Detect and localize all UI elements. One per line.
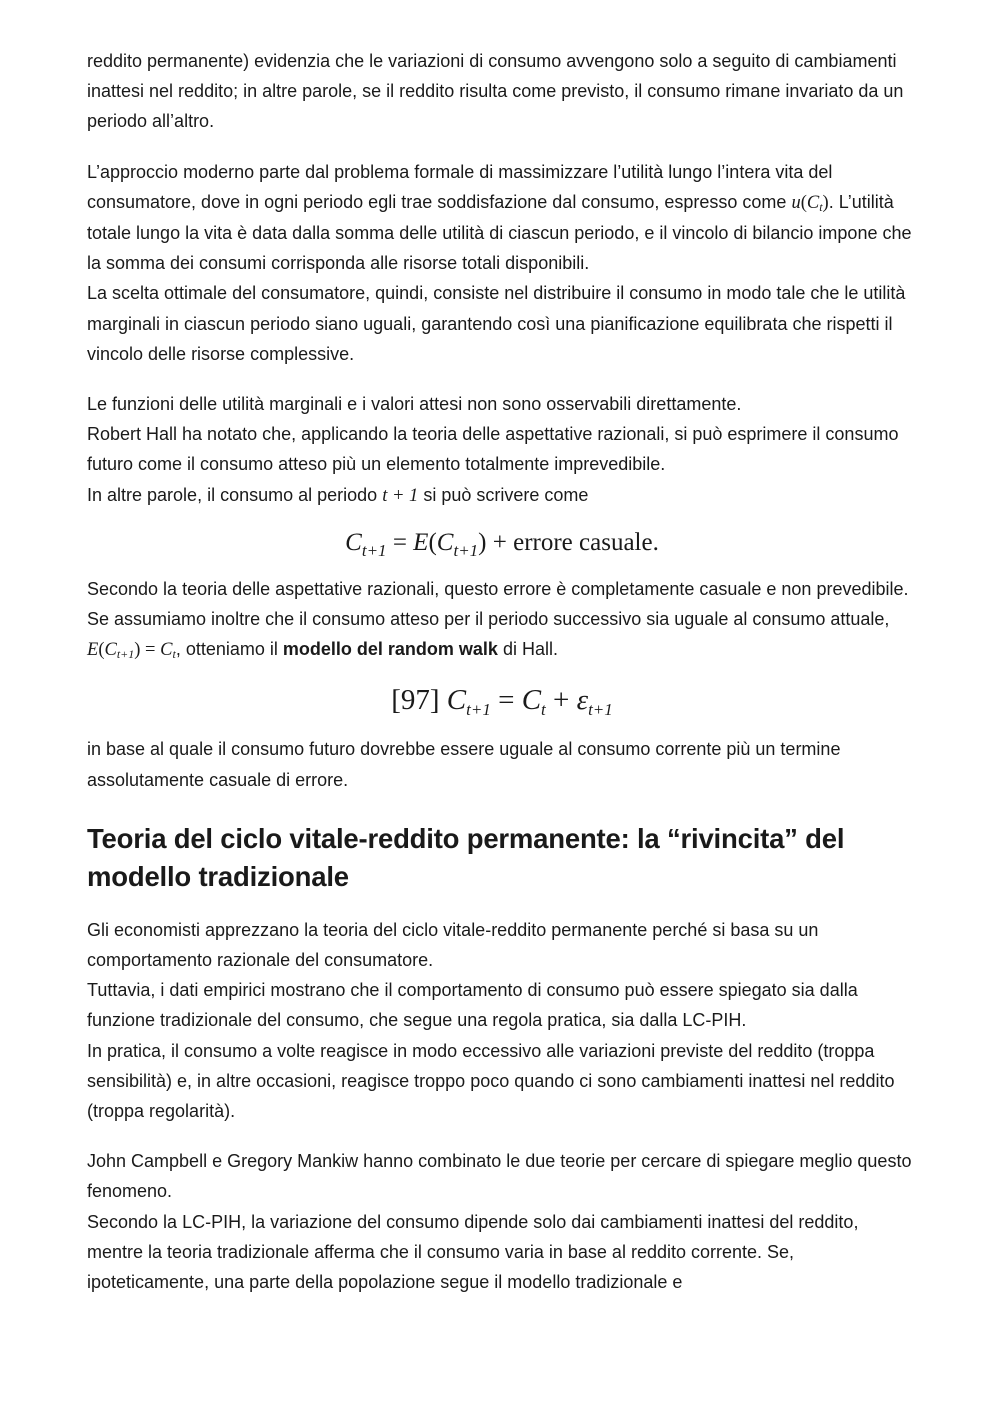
equation-expected-consumption: $C_{t+1} = E(C_{t+1})$ + errore casuale. bbox=[345, 528, 659, 560]
paragraph: Gli economisti apprezzano la teoria del ciclo vitale-reddito permanente perché si basa su un comportamento razionale del consumatore. bbox=[87, 919, 819, 971]
paragraph: In altre parole, il consumo al periodo t + 1 si può scrivere come bbox=[87, 484, 589, 506]
equation-number: [97] bbox=[391, 684, 447, 717]
bold-term: modello del random walk bbox=[282, 639, 498, 660]
paragraph: John Campbell e Gregory Mankiw hanno combinato le due teorie per cercare di spiegare meglio questo fenomeno. bbox=[87, 1151, 912, 1202]
paragraph: In pratica, il consumo a volte reagisce in modo eccessivo alle variazioni previste del reddito (troppa sensibilità) e, in altre occasioni, reagisce troppo poco quando ci sono cambiamenti inattesi nel reddito (troppa regolarità). bbox=[87, 1040, 895, 1122]
paragraph: La scelta ottimale del consumatore, quindi, consiste nel distribuire il consumo in modo tale che le utilità marginali in ciascun periodo siano uguali, garantendo così una pianificazione equilibrata che rispetti il vincolo delle risorse complessive. bbox=[87, 283, 906, 364]
paragraph: Le funzioni delle utilità marginali e i valori attesi non sono osservabili direttamente. bbox=[87, 394, 742, 415]
paragraph: L’approccio moderno parte dal problema formale di massimizzare l’utilità lungo l’intera vita del consumatore, dove in ogni periodo egli trae soddisfazione dal consumo, espresso come $u(C_t)$. L’utilità totale lungo la vita è data dalla somma delle utilità di ciascun periodo, e il vincolo di bilancio impone che la somma dei consumi corrisponda alle risorse totali disponibili. bbox=[87, 161, 912, 274]
paragraph: Tuttavia, i dati empirici mostrano che il comportamento di consumo può essere spiegato sia dalla funzione tradizionale del consumo, che segue una regola pratica, sia dalla LC-PIH. bbox=[87, 980, 858, 1031]
paragraph: reddito permanente) evidenzia che le variazioni di consumo avvengono solo a seguito di cambiamenti inattesi nel reddito; in altre parole, se il reddito risulta come previsto, il consumo rimane invariato da un periodo all’altro. bbox=[87, 51, 904, 132]
paragraph: Secondo la teoria delle aspettative razionali, questo errore è completamente casuale e non prevedibile. bbox=[87, 578, 909, 599]
paragraph: Se assumiamo inoltre che il consumo atteso per il periodo successivo sia uguale al consumo attuale, $E(C_{t+1}) = C_t$, otteniamo il modello del random walk di Hall. bbox=[87, 609, 890, 662]
paragraph: Robert Hall ha notato che, applicando la teoria delle aspettative razionali, si può esprimere il consumo futuro come il consumo atteso più un elemento totalmente imprevedibile. bbox=[87, 424, 899, 475]
document-page bbox=[87, 46, 917, 1297]
section-heading: Teoria del ciclo vitale-reddito permanente: la “rivincita” del modello tradizionale bbox=[87, 822, 845, 892]
math-utility: $u(C_t)$ bbox=[791, 192, 829, 214]
math-inline-expectation: $E(C_{t+1}) = C_t$ bbox=[87, 640, 176, 662]
math-period: t + 1 bbox=[382, 485, 419, 506]
equation-random-walk: [97] $C_{t+1} = C_t + \varepsilon_{t+1}$ bbox=[391, 684, 613, 720]
paragraph: in base al quale il consumo futuro dovrebbe essere uguale al consumo corrente più un termine assolutamente casuale di errore. bbox=[87, 739, 841, 790]
paragraph: Secondo la LC-PIH, la variazione del consumo dipende solo dai cambiamenti inattesi del reddito, mentre la teoria tradizionale afferma che il consumo varia in base al reddito corrente. Se, ipoteticamente, una parte della popolazione segue il modello tradizionale e bbox=[87, 1211, 859, 1293]
